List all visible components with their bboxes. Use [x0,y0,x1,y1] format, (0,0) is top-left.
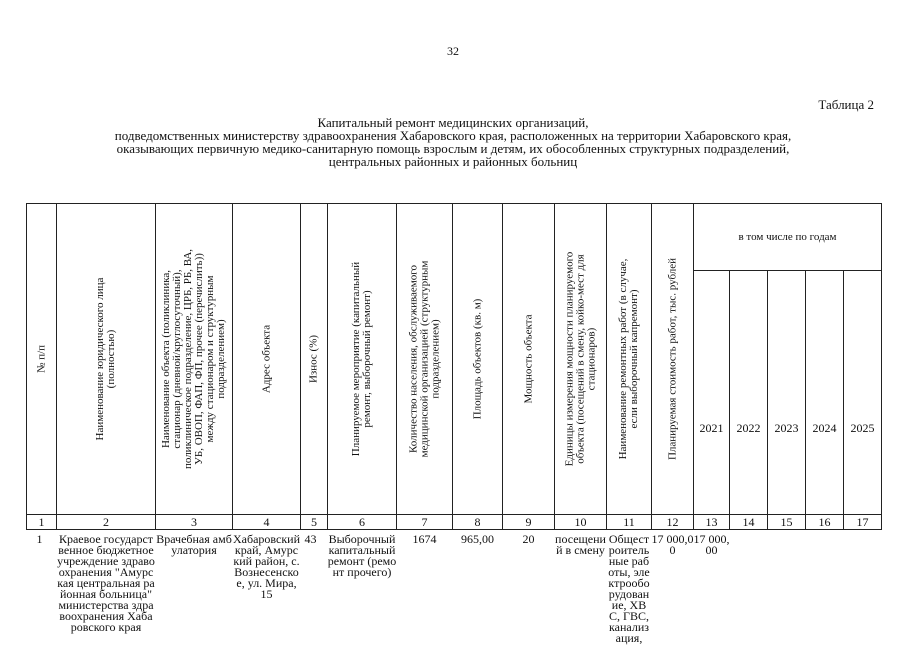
column-number: 8 [453,515,503,530]
repair-table [26,203,882,644]
legal-name-cell: Краевое государственное бюджетное учреждение здравоохранения "Амурская центральная районная больница" министерства здравоохранения Хабаровского края [57,532,155,634]
column-number: 4 [233,515,301,530]
year-2025-cell [844,530,882,645]
measure-cell: Выборочный капитальный ремонт (ремонт прочего) [327,532,397,579]
document-title [40,116,866,168]
header-year-2021: 2021 [694,271,730,515]
address-cell: Хабаровский край, Амурский район, с. Вознесенское, ул. Мира, 15 [232,532,301,601]
units-cell: посещений в смену [555,532,606,557]
header-year-2025: 2025 [844,271,882,515]
column-number: 7 [397,515,453,530]
column-number: 14 [730,515,768,530]
row-number: 1 [36,532,43,546]
year-2021-cell: 17 000,00 [693,532,730,557]
column-number: 17 [844,515,882,530]
area-cell: 965,00 [461,532,494,546]
column-number: 15 [768,515,806,530]
header-capacity: Мощность объекта [503,204,555,515]
title-line: оказывающих первичную медико-санитарную помощь взрослым и детям, их обособленных структурных подразделений, [116,141,790,156]
column-number: 10 [555,515,607,530]
header-year-2023: 2023 [768,271,806,515]
column-number: 1 [27,515,57,530]
column-number: 9 [503,515,555,530]
column-number: 6 [328,515,397,530]
column-number: 2 [57,515,156,530]
column-number: 12 [652,515,694,530]
header-area: Площадь объектов (кв. м) [453,204,503,515]
year-2023-cell [768,530,806,645]
header-works: Наименование ремонтных работ (в случае, если выборочный капремонт) [607,204,652,515]
column-number: 3 [156,515,233,530]
works-cell: Общестроительные работы, электрооборудование, ХВС, ГВС, канализация, [608,532,650,645]
title-line: Капитальный ремонт медицинских организаций, [317,115,589,130]
table-row [27,530,882,645]
wear-cell: 43 [304,532,317,546]
year-2022-cell [730,530,768,645]
page-number: 32 [447,44,459,58]
header-cost: Планируемая стоимость работ, тыс. рублей [652,204,694,515]
column-number: 11 [607,515,652,530]
column-numbers-row [27,515,882,530]
header-years-group: в том числе по годам [694,204,882,271]
header-measure: Планируемое мероприятие (капитальный ремонт, выборочный ремонт) [328,204,397,515]
header-wear: Износ (%) [301,204,328,515]
header-object: Наименование объекта (поликлиника, стационар (дневной/круглосуточный), поликлиническое подразделение, ЦРБ, РБ, ВА, УБ, ОВОП, ФАП, ФП, прочее (перечислить)) между стационаром и структурным подразделением) [156,204,233,515]
header-year-2022: 2022 [730,271,768,515]
population-cell: 1674 [412,532,437,546]
header-population: Количество населения, обслуживаемого медицинской организацией (структурным подразделением) [397,204,453,515]
header-num: № п/п [27,204,57,515]
column-number: 16 [806,515,844,530]
header-year-2024: 2024 [806,271,844,515]
header-units: Единицы измерения мощности планируемого объекта (посещений в смену, койко-мест для стационаров) [555,204,607,515]
capacity-cell: 20 [522,532,535,546]
column-number: 13 [694,515,730,530]
column-number: 5 [301,515,328,530]
table-label: Таблица 2 [818,97,874,112]
header-address: Адрес объекта [233,204,301,515]
title-line: подведомственных министерству здравоохранения Хабаровского края, расположенных на территории Хабаровского края, [114,128,792,143]
object-cell: Врачебная амбулатория [156,532,232,557]
cost-cell: 17 000,00 [651,532,694,557]
title-line: центральных районных и районных больниц [328,154,578,169]
header-legal-name: Наименование юридического лица (полностью) [57,204,156,515]
year-2024-cell [806,530,844,645]
